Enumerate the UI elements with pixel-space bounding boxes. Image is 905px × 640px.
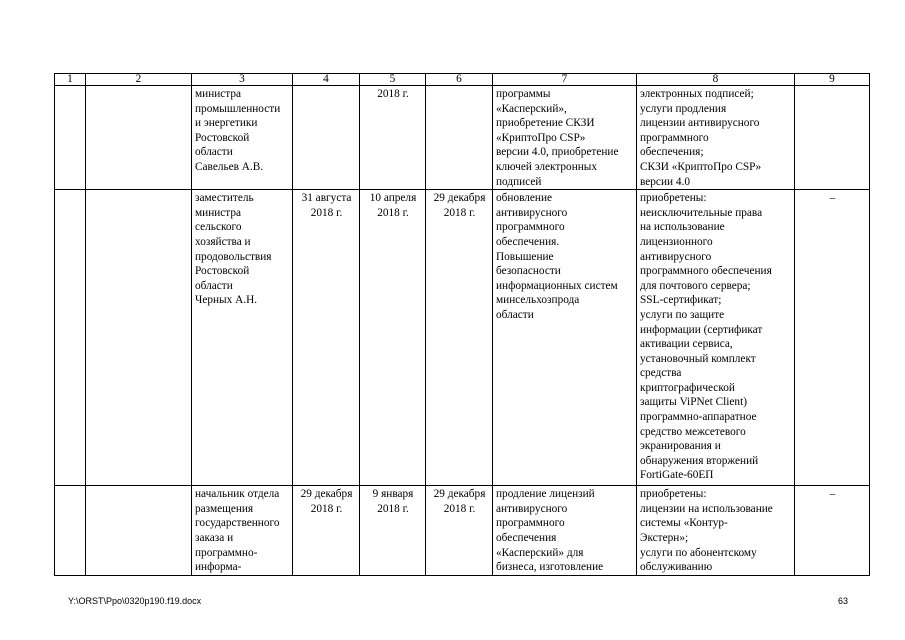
date-cell: 29 декабря 2018 г. bbox=[426, 486, 493, 576]
date-cell: 2018 г. bbox=[360, 86, 426, 190]
page-number: 63 bbox=[838, 596, 849, 606]
header-cell-3: 3 bbox=[192, 74, 293, 86]
official-position: министра промышленности и энергетики Ростовской области Савельев А.В. bbox=[192, 86, 293, 190]
activity-description: обновление антивирусного программного обеспечения. Повышение безопасности информационных систем минсельхозпрода области bbox=[493, 190, 637, 486]
date-cell: 29 декабря 2018 г. bbox=[426, 190, 493, 486]
official-position: начальник отдела размещения государственного заказа и программно- информа- bbox=[192, 486, 293, 576]
table-cell bbox=[86, 190, 192, 486]
header-cell-2: 2 bbox=[86, 74, 192, 86]
table-row bbox=[55, 190, 870, 486]
date-cell: 9 января 2018 г. bbox=[360, 486, 426, 576]
header-row bbox=[55, 74, 870, 86]
table-row bbox=[55, 86, 870, 190]
result-description: приобретены: неисключительные права на использование лицензионного антивирусного программного обеспечения для почтового сервера; SSL-сертификат; услуги по защите информации (сертификат активации сервиса, установочный комплект средства криптографической защиты ViPNet Client) программно-аппаратное средство межсетевого экранирования и обнаружения вторжений FortiGate-60ЕП bbox=[637, 190, 795, 486]
header-cell-9: 9 bbox=[795, 74, 870, 86]
table-cell bbox=[86, 86, 192, 190]
table-row bbox=[55, 486, 870, 576]
header-cell-8: 8 bbox=[637, 74, 795, 86]
header-cell-7: 7 bbox=[493, 74, 637, 86]
date-cell bbox=[426, 86, 493, 190]
note-cell: – bbox=[795, 190, 870, 486]
activity-description: программы «Касперский», приобретение СКЗИ «КриптоПро CSP» версии 4.0, приобретение ключей электронных подписей bbox=[493, 86, 637, 190]
table-cell bbox=[86, 486, 192, 576]
date-cell: 10 апреля 2018 г. bbox=[360, 190, 426, 486]
activity-description: продление лицензий антивирусного программного обеспечения «Касперский» для бизнеса, изготовление bbox=[493, 486, 637, 576]
date-cell: 31 августа 2018 г. bbox=[293, 190, 360, 486]
table-cell bbox=[55, 486, 86, 576]
note-cell bbox=[795, 86, 870, 190]
official-position: заместитель министра сельского хозяйства и продовольствия Ростовской области Черных А.Н. bbox=[192, 190, 293, 486]
note-cell: – bbox=[795, 486, 870, 576]
result-description: электронных подписей; услуги продления лицензии антивирусного программного обеспечения; СКЗИ «КриптоПро CSP» версии 4.0 bbox=[637, 86, 795, 190]
date-cell bbox=[293, 86, 360, 190]
header-cell-4: 4 bbox=[293, 74, 360, 86]
table-cell bbox=[55, 190, 86, 486]
header-cell-6: 6 bbox=[426, 74, 493, 86]
date-cell: 29 декабря 2018 г. bbox=[293, 486, 360, 576]
result-description: приобретены: лицензии на использование системы «Контур- Экстерн»; услуги по абонентскому обслуживанию bbox=[637, 486, 795, 576]
header-cell-5: 5 bbox=[360, 74, 426, 86]
footer-file-path: Y:\ORST\Ppo\0320p190.f19.docx bbox=[68, 596, 202, 606]
document-table bbox=[54, 73, 870, 576]
table-cell bbox=[55, 86, 86, 190]
header-cell-1: 1 bbox=[55, 74, 86, 86]
